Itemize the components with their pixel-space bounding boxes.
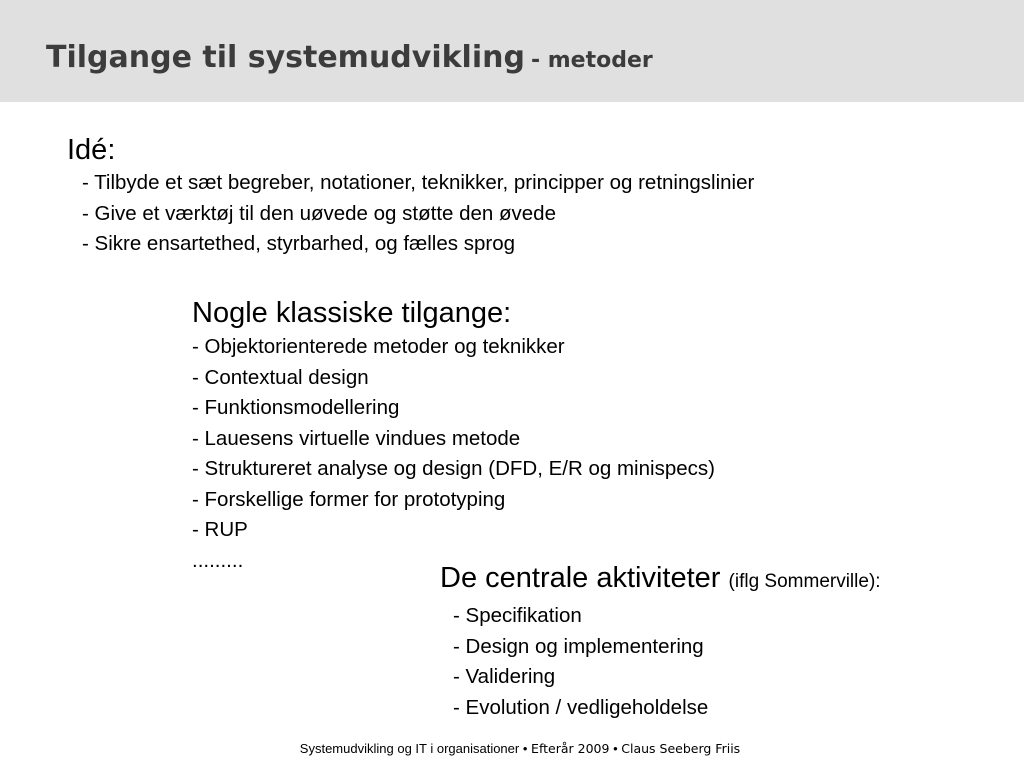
classic-approach-item: - Objektorienterede metoder og teknikker xyxy=(192,335,565,358)
central-activity-item: - Evolution / vedligeholdelse xyxy=(453,695,709,719)
idea-list xyxy=(67,168,754,260)
idea-item: - Sikre ensartethed, styrbarhed, og fælles sprog xyxy=(82,232,515,255)
central-activities-section xyxy=(440,559,881,723)
slide-title-main: Tilgange til systemudvikling xyxy=(46,40,525,75)
classic-approach-item: - Forskellige former for prototyping xyxy=(192,487,506,511)
classic-approach-item: - RUP xyxy=(192,518,248,541)
central-activities-title: De centrale aktiviteter xyxy=(440,562,721,594)
classic-approaches-list xyxy=(192,332,715,546)
classic-approaches-heading: Nogle klassiske tilgange: xyxy=(192,297,512,329)
central-activity-item: - Validering xyxy=(453,665,556,688)
idea-item: - Tilbyde et sæt begreber, notationer, teknikker, principper og retningslinier xyxy=(82,171,755,194)
classic-approaches-section xyxy=(192,294,715,576)
footer-term: Efterår 2009 xyxy=(531,741,610,756)
central-activity-item: - Design og implementering xyxy=(453,634,704,658)
slide-title xyxy=(46,38,653,81)
central-activities-list xyxy=(440,601,881,723)
classic-approach-item: - Lauesens virtuelle vindues metode xyxy=(192,426,521,450)
idea-item: - Give et værktøj til den uøvede og støtte den øvede xyxy=(82,201,556,225)
footer-separator: • xyxy=(522,741,528,756)
footer-author: Claus Seeberg Friis xyxy=(621,741,741,756)
classic-approach-item: - Struktureret analyse og design (DFD, E/R og minispecs) xyxy=(192,457,715,480)
footer-course: Systemudvikling og IT i organisationer xyxy=(299,741,520,756)
footer-separator: • xyxy=(613,741,618,756)
idea-heading: Idé: xyxy=(67,134,116,166)
central-activities-heading xyxy=(440,559,881,601)
classic-approach-item: - Funktionsmodellering xyxy=(192,396,400,419)
slide-subtitle: - metoder xyxy=(530,48,653,73)
slide-footer xyxy=(0,739,1024,759)
idea-section xyxy=(67,132,754,260)
classic-approach-item: - Contextual design xyxy=(192,365,369,389)
central-activities-source: (iflg Sommerville): xyxy=(728,571,881,592)
classic-approaches-ellipsis: ......... xyxy=(192,548,244,572)
central-activity-item: - Specifikation xyxy=(453,604,582,627)
